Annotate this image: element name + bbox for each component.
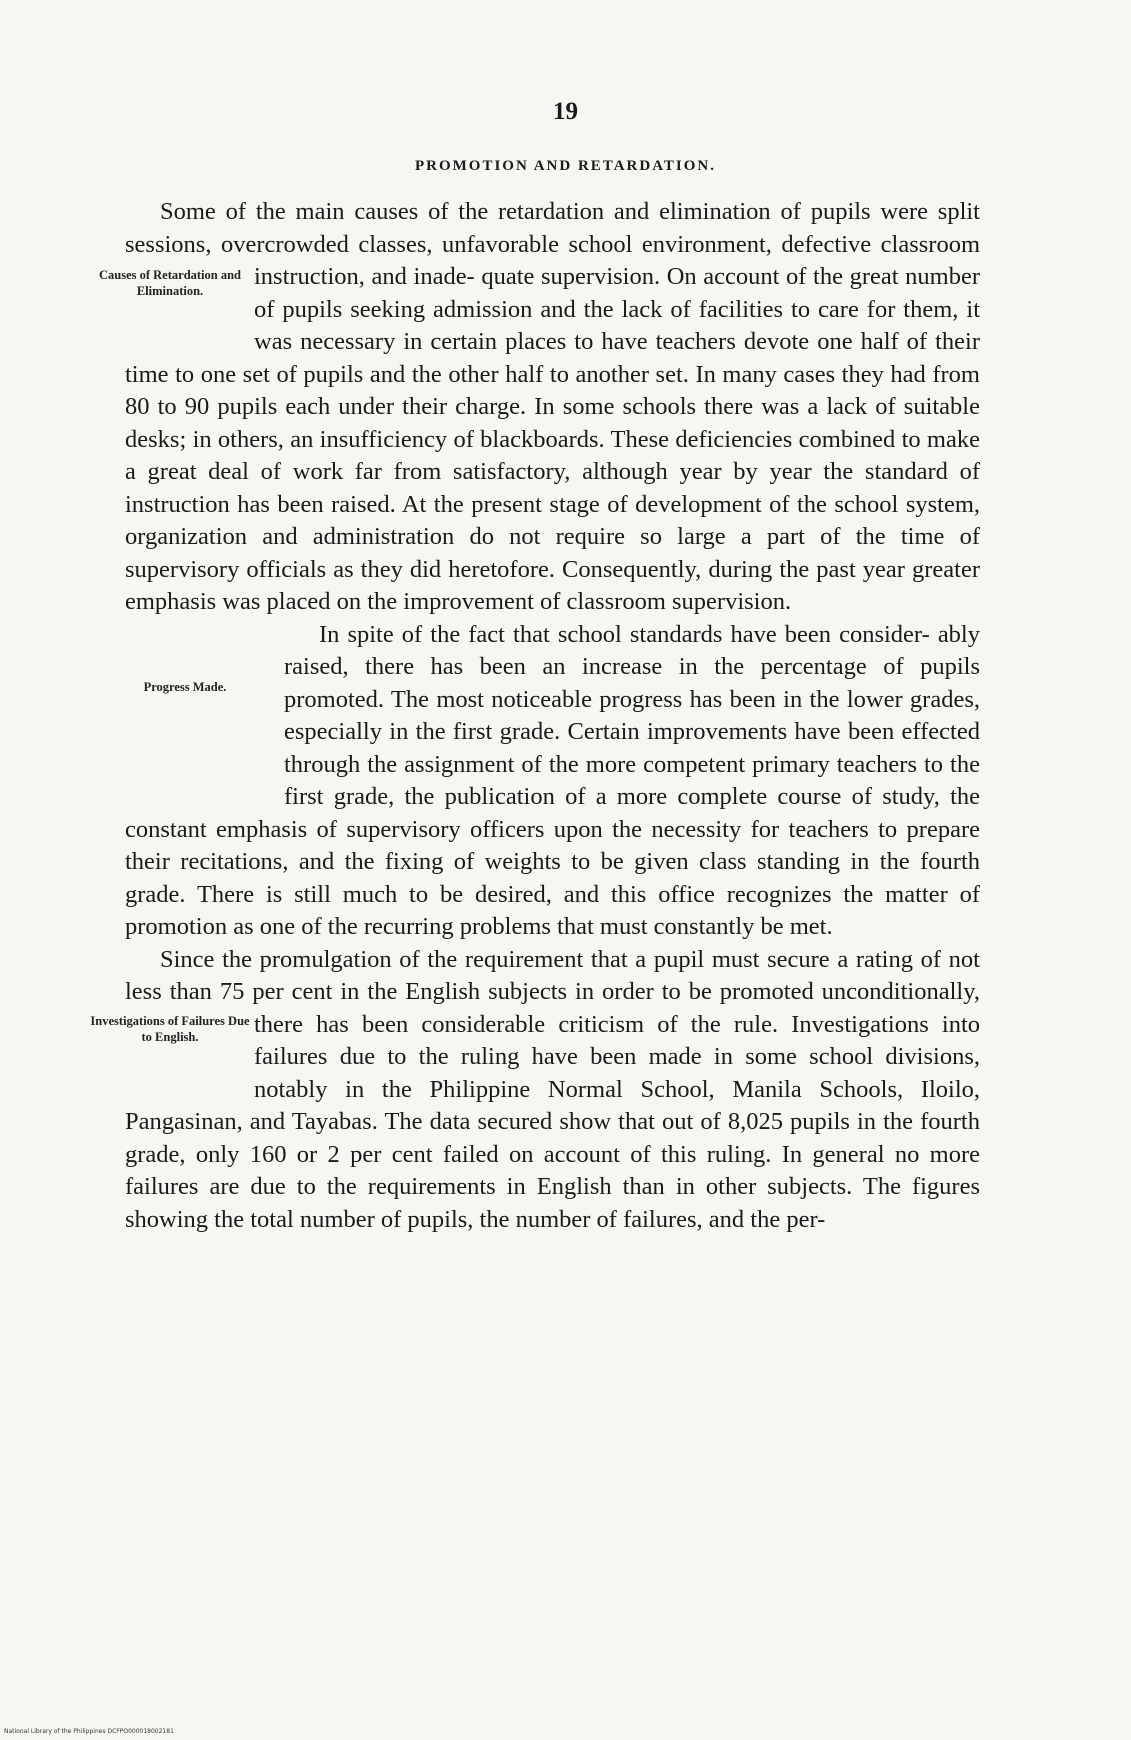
body-text [90,196,981,1236]
page-number: 19 [553,98,578,125]
paragraph-causes [98,196,981,619]
sidenote-causes: Causes of Retardation and Elimination. [98,268,242,298]
section-title: PROMOTION AND RETARDATION. [414,158,717,174]
paragraph-progress-start: In spite of the fact that school standards have been consider- [319,620,930,648]
paragraph-causes-start: Some of the main causes of the retardation and elimination of pupils were split sessions, overcrowded classes, unfavorable school environment, defective classroom instruction, and inade- [125,198,980,290]
archive-footer: National Library of the Philippines DCFPO000018002181 [4,1728,174,1735]
paragraph-investigations-start: Since the promulgation of the requirement that a pupil must secure a rating of not less than 75 per cent in the English subjects in order to be promoted unconditionally, there has been [125,945,980,1038]
paragraph-investigations-rest: considerable criticism of the rule. Investigations into failures due to the ruling have been made in some school divisions, notably in the Philippine Normal School, Manila Schools, Iloilo, Pangasinan, and Tayabas. The data secured show that out of 8,025 pupils in the fourth grade, only 160 or 2 per cent failed on account of this ruling. In general no more failures are due to the requirements in English than in other subjects. The figures showing the total number of pupils, the number of failures, and the per- [125,1010,981,1233]
paragraph-causes-rest: quate supervision. On account of the great number of pupils seeking admission and the lack of facilities to care for them, it was necessary in certain places to have teachers devote one half of their time to one set of pupils and the other half to another set. In many cases they had from 80 to 90 pupils each under their charge. In some schools there was a lack of suitable desks; in others, an insufficiency of blackboards. These deficiencies combined to make a great deal of work far from satisfactory, although year by year the standard of instruction has been raised. At the present stage of development of the school system, organization and administration do not require so large a part of the time of supervisory officials as they did heretofore. Consequently, during the past year greater emphasis was placed on the improvement of classroom supervision. [125,263,981,615]
sidenote-investigations: Investigations of Failures Due to English. [90,1013,250,1044]
sidenote-progress: Progress Made. [143,679,227,694]
paragraph-progress-rest: ably raised, there has been an increase in the percentage of pupils promoted. The most noticeable progress has been in the lower grades, especially in the first grade. Certain improvements have been effected through the assignment of the more competent primary teachers to the first grade, the publication of a more complete course of study, the constant emphasis of supervisory officers upon the necessity for teachers to prepare their recitations, and the fixing of weights to be given class standing in the fourth grade. There is still much to be desired, and this office recognizes the matter of promotion as one of the recurring problems that must constantly be met. [125,620,980,940]
paragraph-investigations [90,944,981,1237]
paragraph-progress [125,619,980,944]
